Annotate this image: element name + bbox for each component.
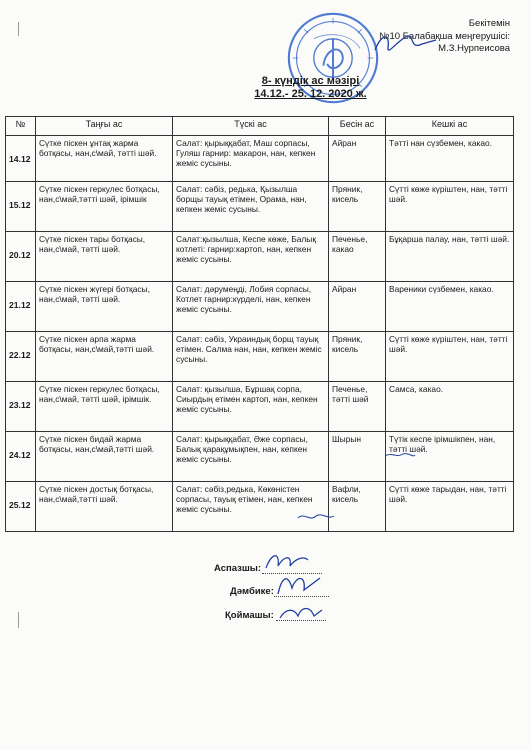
header-number: № — [6, 117, 36, 136]
nurse-signature-line — [274, 596, 329, 598]
header-breakfast: Таңғы ас — [36, 117, 173, 136]
cook-signature-label: Аспазшы: — [214, 563, 262, 574]
row-breakfast: Сүтке піскен геркулес ботқасы, нан,с\май,тәтті шәй, ірімшік — [36, 182, 173, 232]
row-snack: Пряник, кисель — [329, 332, 386, 382]
row-breakfast: Сүтке піскен арпа жарма ботқасы, нан,с\май,тәтті шәй. — [36, 332, 173, 382]
row-date: 22.12 — [6, 332, 36, 382]
row-date: 20.12 — [6, 232, 36, 282]
row-date: 14.12 — [6, 136, 36, 182]
row-lunch: Салат: сәбіз, Украиндық борщ тауық етімен. Салма нан, нан, кепкен жеміс сусыны. — [173, 332, 329, 382]
row-snack: Пряник, кисель — [329, 182, 386, 232]
menu-period: 14.12.- 25. 12. 2020 ж. — [254, 88, 367, 100]
table-row — [6, 332, 514, 382]
row-lunch: Салат: дәрумеңді, Лобия сорпасы, Котлет гарнир:күрделі, нан, кепкен жеміс сусыны. — [173, 282, 329, 332]
row-snack: Шырын — [329, 432, 386, 482]
row-snack: Вафли, кисель — [329, 482, 386, 532]
menu-title-block — [0, 75, 531, 101]
row-dinner: Түтік кеспе ірімшікпен, нан, тәтті шәй. — [386, 432, 514, 482]
storekeeper-signature-label: Қоймашы: — [225, 610, 274, 621]
cook-signature — [262, 548, 312, 574]
row-date: 25.12 — [6, 482, 36, 532]
row-snack: Айран — [329, 136, 386, 182]
table-row — [6, 232, 514, 282]
row-date: 21.12 — [6, 282, 36, 332]
row-dinner: Тәтті нан сүзбемен, какао. — [386, 136, 514, 182]
approval-heading: Бекітемін — [468, 18, 510, 29]
director-signature — [370, 28, 440, 58]
row-breakfast: Сүтке піскен геркулес ботқасы, нан,с\май, тәтті шәй, ірімшік. — [36, 382, 173, 432]
row-snack: Печенье, какао — [329, 232, 386, 282]
cook-signature-line — [262, 573, 322, 575]
storekeeper-signature — [276, 600, 326, 626]
scan-edge-mark — [18, 22, 19, 36]
row-breakfast: Сүтке піскен бидай жарма ботқасы, нан,с\май,тәтті шәй. — [36, 432, 173, 482]
nurse-signature-label: Дәмбике: — [230, 586, 274, 597]
row-dinner: Бұқарша палау, нан, тәтті шәй. — [386, 232, 514, 282]
row-date: 23.12 — [6, 382, 36, 432]
header-snack: Бесін ас — [329, 117, 386, 136]
row-breakfast: Сүтке піскен ұнтақ жарма ботқасы, нан,с\май, тәтті шәй. — [36, 136, 173, 182]
row-lunch: Салат: қырыққабат, Маш сорпасы, Гуляш гарнир: макарон, нан, кепкен жеміс сусыны. — [173, 136, 329, 182]
row-dinner: Самса, какао. — [386, 382, 514, 432]
row-date: 24.12 — [6, 432, 36, 482]
approval-position: №10 Балабақша меңгерушісі: — [379, 30, 510, 42]
row-breakfast: Сүтке піскен достық ботқасы, нан,с\май,тәтті шәй. — [36, 482, 173, 532]
row-date: 15.12 — [6, 182, 36, 232]
table-header-row — [6, 117, 514, 136]
table-row — [6, 282, 514, 332]
row-snack: Айран — [329, 282, 386, 332]
table-row — [6, 432, 514, 482]
table-row — [6, 482, 514, 532]
row-dinner: Сүтті көже күріштен, нан, тәтті шәй. — [386, 332, 514, 382]
nurse-signature — [272, 570, 328, 600]
menu-title: 8- күндік ас мәзірі — [261, 75, 360, 87]
menu-table — [5, 116, 514, 532]
table-row — [6, 382, 514, 432]
row-lunch: Салат:қызылша, Кеспе көже, Балық котлеті: гарнир:картоп, нан, кепкен жеміс сусыны. — [173, 232, 329, 282]
row-dinner: Вареники сүзбемен, какао. — [386, 282, 514, 332]
header-dinner: Кешкі ас — [386, 117, 514, 136]
handwritten-correction — [296, 510, 336, 524]
row-dinner: Сүтті көже күріштен, нан, тәтті шәй. — [386, 182, 514, 232]
row-breakfast: Сүтке піскен тары ботқасы, нан,с\май, тәтті шәй. — [36, 232, 173, 282]
row-lunch: Салат: қырыққабат, Әже сорпасы, Балық қарақұмықпен, нан, кепкен жеміс сусыны. — [173, 432, 329, 482]
handwritten-correction — [383, 450, 417, 460]
table-row — [6, 182, 514, 232]
approval-name: М.З.Нурпеисова — [438, 43, 510, 54]
row-snack: Печенье, тәтті шәй — [329, 382, 386, 432]
row-dinner: Сүтті көже тарыдан, нан, тәтті шәй. — [386, 482, 514, 532]
header-lunch: Түскі ас — [173, 117, 329, 136]
scan-edge-mark — [18, 612, 19, 628]
storekeeper-signature-line — [276, 620, 326, 622]
row-lunch: Салат: сәбіз, редька, Қызылша борщы тауық етімен, Орама, нан, кепкен жеміс сусыны. — [173, 182, 329, 232]
row-lunch: Салат: қызылша, Бұршақ сорпа, Сиырдың етімен картоп, нан, кепкен жеміс сусыны. — [173, 382, 329, 432]
table-row — [6, 136, 514, 182]
row-breakfast: Сүтке піскен жүгері ботқасы, нан,с\май, тәтті шәй. — [36, 282, 173, 332]
row-lunch: Салат: сәбіз,редька, Көкөністен сорпасы, тауық етімен, нан, кепкен жеміс сусыны. — [173, 482, 329, 532]
